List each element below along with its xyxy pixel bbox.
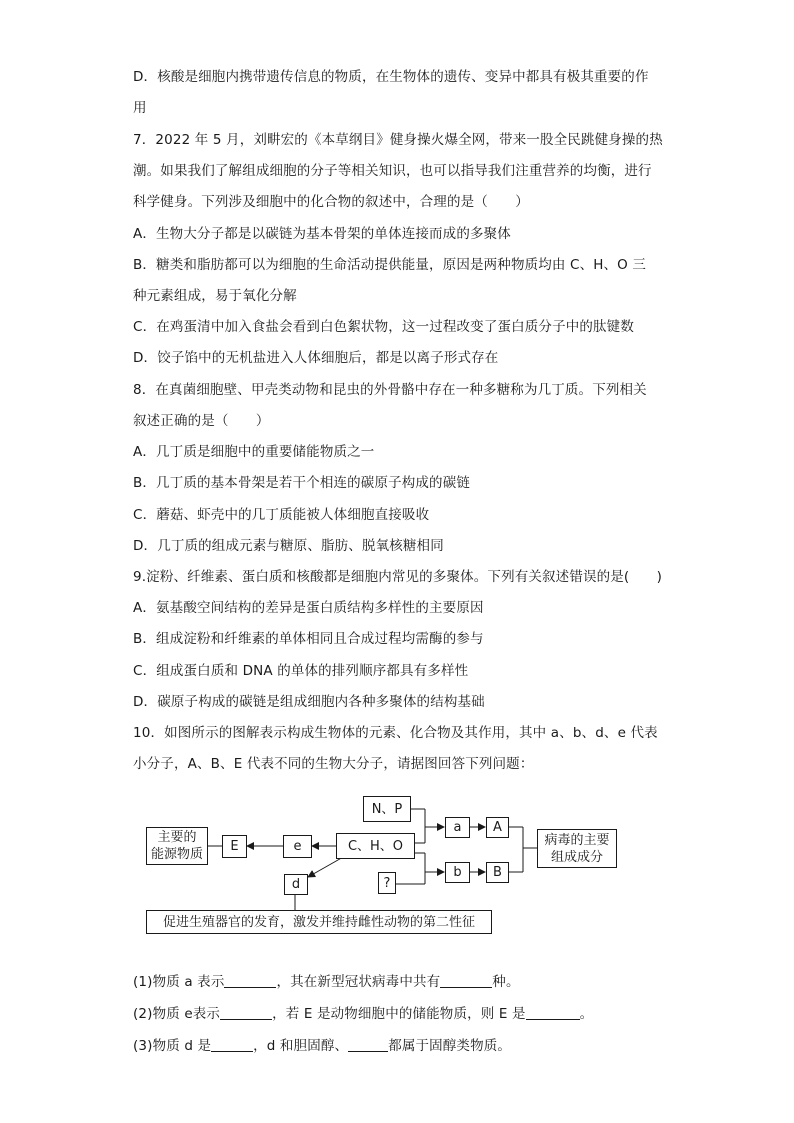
answer-blank[interactable] <box>211 1037 253 1052</box>
substance-d-box: d <box>284 874 308 895</box>
option-a: A．生物大分子都是以碳链为基本骨架的单体连接而成的多聚体 <box>133 226 511 242</box>
question-text: 种。 <box>492 974 520 990</box>
sex-hormone-function-box: 促进生殖器官的发育，激发并维持雌性动物的第二性征 <box>146 910 492 934</box>
concept-diagram <box>140 790 640 940</box>
option-b: B．糖类和脂肪都可以为细胞的生命活动提供能量，原因是两种物质均由 C、H、O 三 <box>133 257 647 273</box>
np-box: N、P <box>363 796 411 822</box>
text-line: 用 <box>133 100 147 116</box>
answer-blank[interactable] <box>348 1037 388 1052</box>
text-line: D．核酸是细胞内携带遗传信息的物质，在生物体的遗传、变异中都具有极其重要的作 <box>133 69 649 85</box>
option-a: A．氨基酸空间结构的差异是蛋白质结构多样性的主要原因 <box>133 600 484 616</box>
option-d: D．几丁质的组成元素与糖原、脂肪、脱氧核糖相同 <box>133 538 444 554</box>
option-b: B．几丁质的基本骨架是若干个相连的碳原子构成的碳链 <box>133 475 471 491</box>
question-text: ，其在新型冠状病毒中共有 <box>276 974 441 990</box>
question-text: 。 <box>579 1006 594 1022</box>
option-c: C．蘑菇、虾壳中的几丁质能被人体细胞直接吸收 <box>133 507 430 523</box>
unknown-element-box: ? <box>378 872 396 894</box>
text-line: 种元素组成，易于氧化分解 <box>133 288 297 304</box>
option-c: C．组成蛋白质和 DNA 的单体的排列顺序都具有多样性 <box>133 663 469 679</box>
question-8-stem: 8．在真菌细胞壁、甲壳类动物和昆虫的外骨骼中存在一种多糖称为几丁质。下列相关 <box>133 382 647 398</box>
answer-blank[interactable] <box>224 973 276 988</box>
macromolecule-b-box: B <box>486 862 509 883</box>
text-line: 科学健身。下列涉及细胞中的化合物的叙述中，合理的是（ ） <box>133 194 529 210</box>
option-b: B．组成淀粉和纤维素的单体相同且合成过程均需酶的参与 <box>133 631 484 647</box>
answer-blank[interactable] <box>440 973 492 988</box>
question-7-stem: 7．2022 年 5 月，刘畊宏的《本草纲目》健身操火爆全网，带来一股全民跳健身操的热 <box>133 132 663 148</box>
energy-source-box <box>146 827 208 865</box>
text-line: 叙述正确的是（ ） <box>133 413 270 429</box>
virus-component-label: 组成成分 <box>550 849 603 865</box>
monomer-b-box: b <box>445 862 470 883</box>
virus-component-box <box>537 829 617 868</box>
virus-component-label: 病毒的主要 <box>544 832 610 848</box>
monomer-a-box: a <box>445 817 470 838</box>
cho-box: C、H、O <box>336 833 415 859</box>
option-c: C．在鸡蛋清中加入食盐会看到白色絮状物，这一过程改变了蛋白质分子中的肽键数 <box>133 319 634 335</box>
answer-blank[interactable] <box>220 1005 272 1020</box>
question-9-stem: 9.淀粉、纤维素、蛋白质和核酸都是细胞内常见的多聚体。下列有关叙述错误的是( ) <box>133 569 663 585</box>
sub-question-1 <box>133 972 663 992</box>
monomer-e-box: e <box>283 835 312 858</box>
text-line: 潮。如果我们了解组成细胞的分子等相关知识，也可以指导我们注重营养的均衡，进行 <box>133 163 652 179</box>
sub-question-2 <box>133 1004 663 1024</box>
question-text: (2)物质 e表示 <box>133 1006 221 1022</box>
question-text: (1)物质 a 表示 <box>133 974 225 990</box>
option-d: D．碳原子构成的碳链是组成细胞内各种多聚体的结构基础 <box>133 694 485 710</box>
macromolecule-a-box: A <box>486 817 509 838</box>
energy-source-label: 主要的 <box>157 830 197 845</box>
sub-question-3 <box>133 1036 663 1056</box>
option-d: D．饺子馅中的无机盐进入人体细胞后，都是以离子形式存在 <box>133 350 499 366</box>
text-line: 小分子，A、B、E 代表不同的生物大分子，请据图回答下列问题： <box>133 756 534 772</box>
question-text: (3)物质 d 是 <box>133 1038 212 1054</box>
energy-source-label: 能源物质 <box>150 847 203 862</box>
question-text: 都属于固醇类物质。 <box>388 1038 512 1054</box>
option-a: A．几丁质是细胞中的重要储能物质之一 <box>133 444 375 460</box>
question-text: ，d 和胆固醇、 <box>253 1038 349 1054</box>
question-text: ，若 E 是动物细胞中的储能物质，则 E 是 <box>272 1006 526 1022</box>
answer-blank[interactable] <box>526 1005 580 1020</box>
macromolecule-e-box: E <box>222 835 247 858</box>
question-10-stem: 10．如图所示的图解表示构成生物体的元素、化合物及其作用，其中 a、b、d、e 代表 <box>133 725 658 741</box>
